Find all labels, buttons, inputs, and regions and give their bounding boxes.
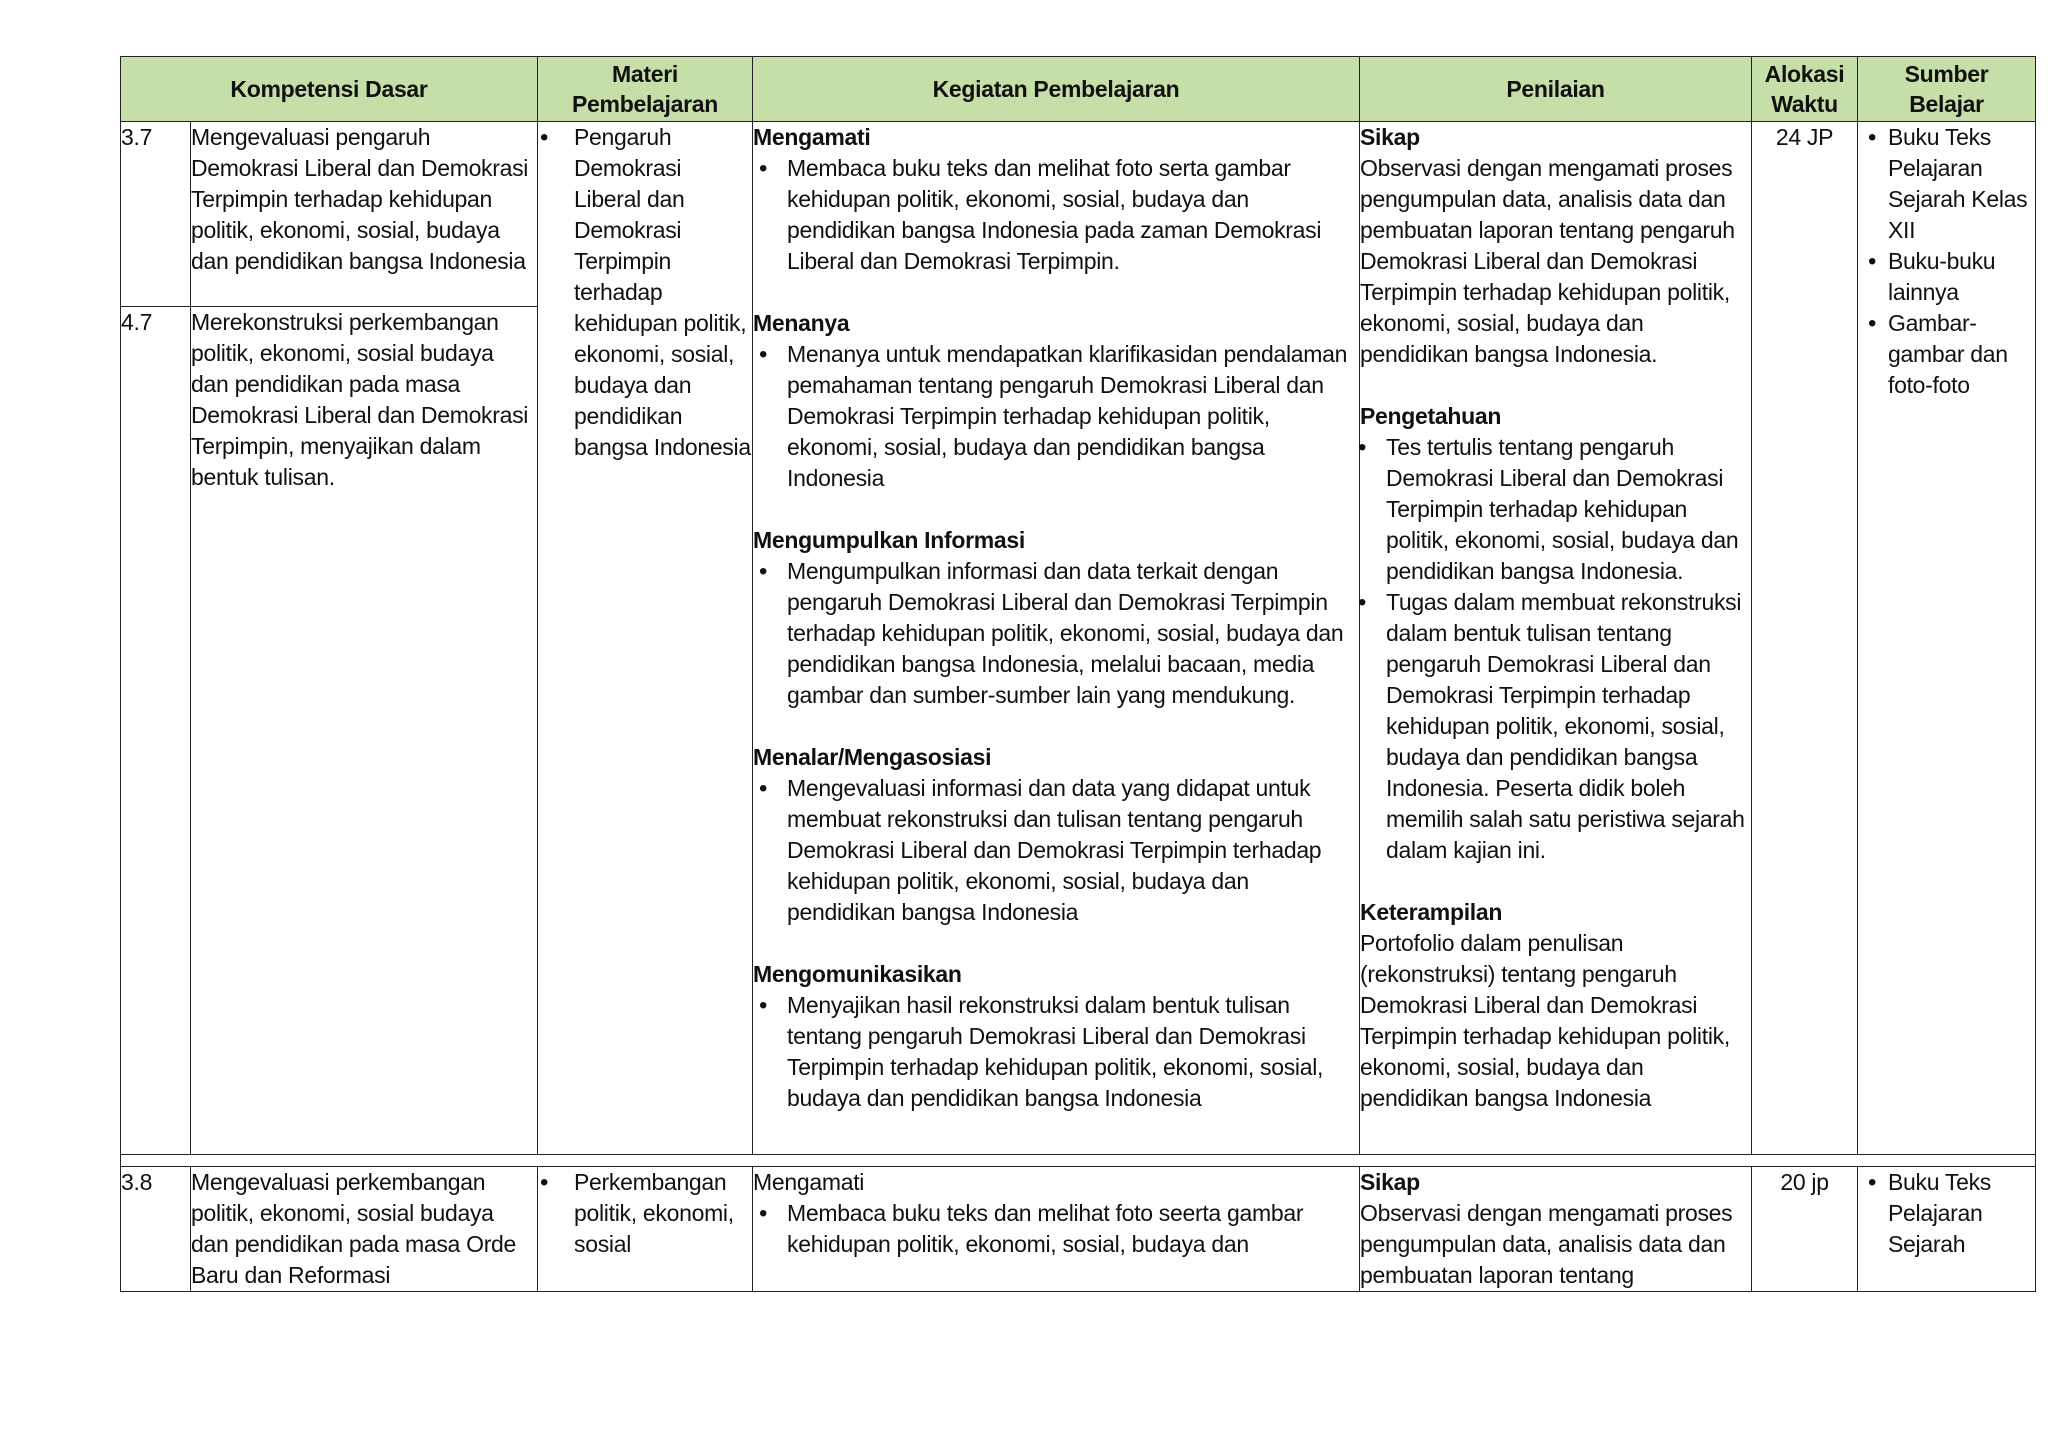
kd-text: Mengevaluasi pengaruh Demokrasi Liberal dan Demokrasi Terpimpin terhadap kehidupan politik, ekonomi, sosial, budaya dan pendidikan bangsa Indonesia (191, 122, 538, 307)
kd-row-3-8 (121, 1167, 2036, 1292)
kd-number: 3.7 (121, 122, 191, 307)
header-alokasi-label: Alokasi Waktu (1764, 61, 1845, 117)
kegiatan-item: • Membaca buku teks dan melihat foto serta gambar kehidupan politik, ekonomi, sosial, budaya dan pendidikan bangsa Indonesia pada zaman Demokrasi Liberal dan Demokrasi Terpimpin. (753, 153, 1359, 277)
penilaian-item: • Tes tertulis tentang pengaruh Demokrasi Liberal dan Demokrasi Terpimpin terhadap kehidupan politik, ekonomi, sosial, budaya dan pendidikan bangsa Indonesia. (1352, 432, 1751, 587)
kd-row-3-7 (121, 122, 2036, 307)
materi-item: • Perkembangan politik, ekonomi, sosial (538, 1167, 752, 1260)
penilaian-sikap (1360, 122, 1751, 370)
header-row (121, 57, 2036, 122)
materi-list (538, 122, 752, 463)
kegiatan-list (753, 773, 1359, 928)
header-kompetensi-dasar: Kompetensi Dasar (121, 57, 538, 122)
kegiatan-heading: Menanya (753, 310, 850, 336)
sumber-list (1866, 1167, 2029, 1260)
kegiatan-item: • Menyajikan hasil rekonstruksi dalam bentuk tulisan tentang pengaruh Demokrasi Liberal dan Demokrasi Terpimpin terhadap kehidupan politik, ekonomi, sosial, budaya dan pendidikan bangsa Indonesia (753, 990, 1359, 1114)
penilaian-text: Observasi dengan mengamati proses pengumpulan data, analisis data dan pembuatan laporan tentang pengaruh Demokrasi Liberal dan Demokrasi Terpimpin terhadap kehidupan politik, ekonomi, sosial, budaya dan pendidikan bangsa Indonesia. (1360, 155, 1735, 367)
sumber-cell (1858, 1167, 2036, 1292)
kegiatan-list (753, 556, 1359, 711)
separator-cell (121, 1155, 2036, 1167)
kd-text: Merekonstruksi perkembangan politik, ekonomi, sosial budaya dan pendidikan pada masa Demokrasi Liberal dan Demokrasi Terpimpin, menyajikan dalam bentuk tulisan. (191, 307, 538, 1155)
alokasi-cell: 24 JP (1752, 122, 1858, 1155)
penilaian-text: Observasi dengan mengamati proses pengumpulan data, analisis data dan pembuatan laporan tentang (1360, 1200, 1733, 1288)
kegiatan-cell (753, 122, 1360, 1155)
kegiatan-block-mengamati (753, 122, 1359, 277)
kegiatan-list (753, 1198, 1359, 1260)
header-materi (538, 57, 753, 122)
sumber-item: • Buku Teks Pelajaran Sejarah (1866, 1167, 2029, 1260)
kegiatan-block-menanya (753, 308, 1359, 494)
penilaian-heading: Sikap (1360, 124, 1420, 150)
alokasi-cell: 20 jp (1752, 1167, 1858, 1292)
penilaian-pengetahuan (1360, 401, 1751, 866)
materi-item: • Pengaruh Demokrasi Liberal dan Demokrasi Terpimpin terhadap kehidupan politik, ekonomi, sosial, budaya dan pendidikan bangsa Indonesia (538, 122, 752, 463)
kegiatan-cell (753, 1167, 1360, 1292)
kegiatan-list (753, 153, 1359, 277)
kegiatan-list (753, 990, 1359, 1114)
kd-number: 4.7 (121, 307, 191, 1155)
kd-number: 3.8 (121, 1167, 191, 1292)
kegiatan-heading: Mengumpulkan Informasi (753, 527, 1025, 553)
header-sumber (1858, 57, 2036, 122)
kegiatan-item: • Menanya untuk mendapatkan klarifikasidan pendalaman pemahaman tentang pengaruh Demokrasi Liberal dan Demokrasi Terpimpin terhadap kehidupan politik, ekonomi, sosial, budaya dan pendidikan bangsa Indonesia (753, 339, 1359, 494)
header-sumber-label: Sumber Belajar (1904, 61, 1989, 117)
kegiatan-item: • Membaca buku teks dan melihat foto seerta gambar kehidupan politik, ekonomi, sosial, budaya dan (753, 1198, 1359, 1260)
sumber-item: • Buku Teks Pelajaran Sejarah Kelas XII (1866, 122, 2029, 246)
header-kegiatan: Kegiatan Pembelajaran (753, 57, 1360, 122)
sumber-item: • Buku-buku lainnya (1866, 246, 2029, 308)
sumber-cell (1858, 122, 2036, 1155)
penilaian-heading: Pengetahuan (1360, 403, 1502, 429)
penilaian-heading: Sikap (1360, 1169, 1420, 1195)
penilaian-cell (1360, 122, 1752, 1155)
header-alokasi (1752, 57, 1858, 122)
materi-cell (538, 1167, 753, 1292)
materi-cell (538, 122, 753, 1155)
kegiatan-heading: Mengamati (753, 1169, 865, 1195)
kegiatan-block-menalar (753, 742, 1359, 928)
penilaian-keterampilan (1360, 897, 1751, 1114)
kegiatan-block-mengomunikasikan (753, 959, 1359, 1114)
kd-text: Mengevaluasi perkembangan politik, ekonomi, sosial budaya dan pendidikan pada masa Orde Baru dan Reformasi (191, 1167, 538, 1292)
kegiatan-item: • Mengevaluasi informasi dan data yang didapat untuk membuat rekonstruksi dan tulisan tentang pengaruh Demokrasi Liberal dan Demokrasi Terpimpin terhadap kehidupan politik, ekonomi, sosial, budaya dan pendidikan bangsa Indonesia (753, 773, 1359, 928)
materi-list (538, 1167, 752, 1260)
row-separator (121, 1155, 2036, 1167)
header-materi-label: Materi Pembelajaran (572, 61, 718, 117)
penilaian-cell (1360, 1167, 1752, 1292)
header-penilaian: Penilaian (1360, 57, 1752, 122)
kegiatan-list (753, 339, 1359, 494)
kegiatan-block-mengumpulkan (753, 525, 1359, 711)
sumber-item: • Gambar-gambar dan foto-foto (1866, 308, 2029, 401)
penilaian-list (1352, 432, 1751, 866)
kegiatan-heading: Mengamati (753, 124, 871, 150)
kegiatan-heading: Mengomunikasikan (753, 961, 962, 987)
penilaian-item: • Tugas dalam membuat rekonstruksi dalam bentuk tulisan tentang pengaruh Demokrasi Liberal dan Demokrasi Terpimpin terhadap kehidupan politik, ekonomi, sosial, budaya dan pendidikan bangsa Indonesia. Peserta didik boleh memilih salah satu peristiwa sejarah dalam kajian ini. (1352, 587, 1751, 866)
penilaian-text: Portofolio dalam penulisan (rekonstruksi) tentang pengaruh Demokrasi Liberal dan Demokrasi Terpimpin terhadap kehidupan politik, ekonomi, sosial, budaya dan pendidikan bangsa Indonesia (1360, 930, 1730, 1111)
sumber-list (1866, 122, 2029, 401)
kegiatan-item: • Mengumpulkan informasi dan data terkait dengan pengaruh Demokrasi Liberal dan Demokrasi Terpimpin terhadap kehidupan politik, ekonomi, sosial, budaya dan pendidikan bangsa Indonesia, melalui bacaan, media gambar dan sumber-sumber lain yang mendukung. (753, 556, 1359, 711)
penilaian-heading: Keterampilan (1360, 899, 1503, 925)
syllabus-table (120, 56, 2036, 1292)
kegiatan-heading: Menalar/Mengasosiasi (753, 744, 992, 770)
